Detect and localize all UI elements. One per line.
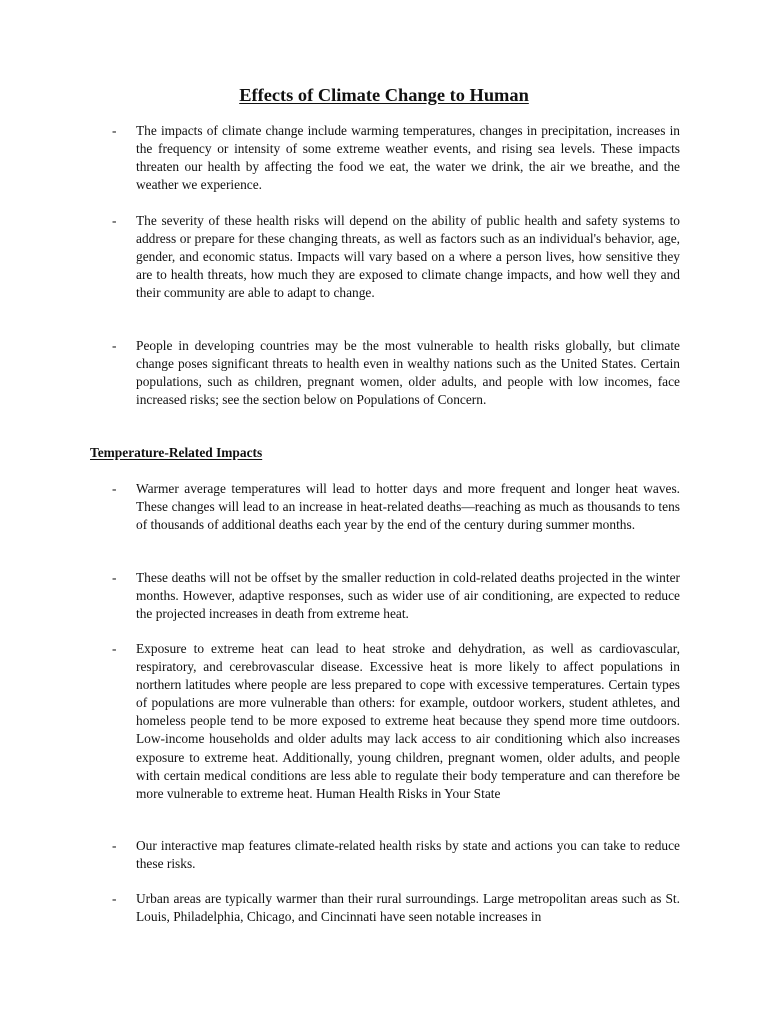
- bullet-text: These deaths will not be offset by the smaller reduction in cold-related deaths projected in the winter months. However, adaptive responses, such as wider use of air conditioning, are expected to reduce the projected increases in death from extreme heat.: [136, 570, 680, 622]
- bullet-dash: -: [112, 213, 117, 228]
- bullet-dash: -: [112, 641, 117, 656]
- bullet-dash: -: [112, 570, 117, 585]
- bullet-text: Urban areas are typically warmer than their rural surroundings. Large metropolitan areas such as St. Louis, Philadelphia, Chicago, and Cincinnati have seen notable increases in: [136, 891, 680, 925]
- bullet-text: The impacts of climate change include warming temperatures, changes in precipitation, increases in the frequency or intensity of some extreme weather events, and rising sea levels. These impacts threaten our health by affecting the food we eat, the water we drink, the air we breathe, and the weather we experience.: [136, 123, 680, 193]
- bullet-dash: -: [112, 123, 117, 138]
- bullet-text: Exposure to extreme heat can lead to heat stroke and dehydration, as well as cardiovascular, respiratory, and cerebrovascular disease. Excessive heat is more likely to affect populations in northern latitudes where people are less prepared to cope with excessive temperatures. Certain types of populations are more vulnerable than others: for example, outdoor workers, student athletes, and homeless people tend to be more exposed to extreme heat because they spend more time outdoors. Low-income households and older adults may lack access to air conditioning which also increases exposure to extreme heat. Additionally, young children, pregnant women, older adults, and people with certain medical conditions are less able to regulate their body temperature and can therefore be more vulnerable to extreme heat. Human Health Risks in Your State: [136, 641, 680, 801]
- bullet-text: People in developing countries may be the most vulnerable to health risks globally, but climate change poses significant threats to health even in wealthy nations such as the United States. Certain populations, such as children, pregnant women, older adults, and people with low incomes, face increased risks; see the section below on Populations of Concern.: [136, 338, 680, 408]
- bullet-dash: -: [112, 838, 117, 853]
- bullet-dash: -: [112, 891, 117, 906]
- bullet-dash: -: [112, 481, 117, 496]
- bullet-text: Warmer average temperatures will lead to hotter days and more frequent and longer heat waves. These changes will lead to an increase in heat-related deaths—reaching as much as thousands to tens of thousands of additional deaths each year by the end of the century during summer months.: [136, 481, 680, 533]
- document-title: Effects of Climate Change to Human: [239, 85, 529, 105]
- bullet-text: The severity of these health risks will depend on the ability of public health and safety systems to address or prepare for these changing threats, as well as factors such as an individual's behavior, age, gender, and economic status. Impacts will vary based on a where a person lives, how sensitive they are to health threats, how much they are exposed to climate change impacts, and how well they and their community are able to adapt to change.: [136, 213, 680, 301]
- bullet-dash: -: [112, 338, 117, 353]
- section-heading: Temperature-Related Impacts: [90, 445, 263, 460]
- bullet-text: Our interactive map features climate-related health risks by state and actions you can take to reduce these risks.: [136, 838, 680, 872]
